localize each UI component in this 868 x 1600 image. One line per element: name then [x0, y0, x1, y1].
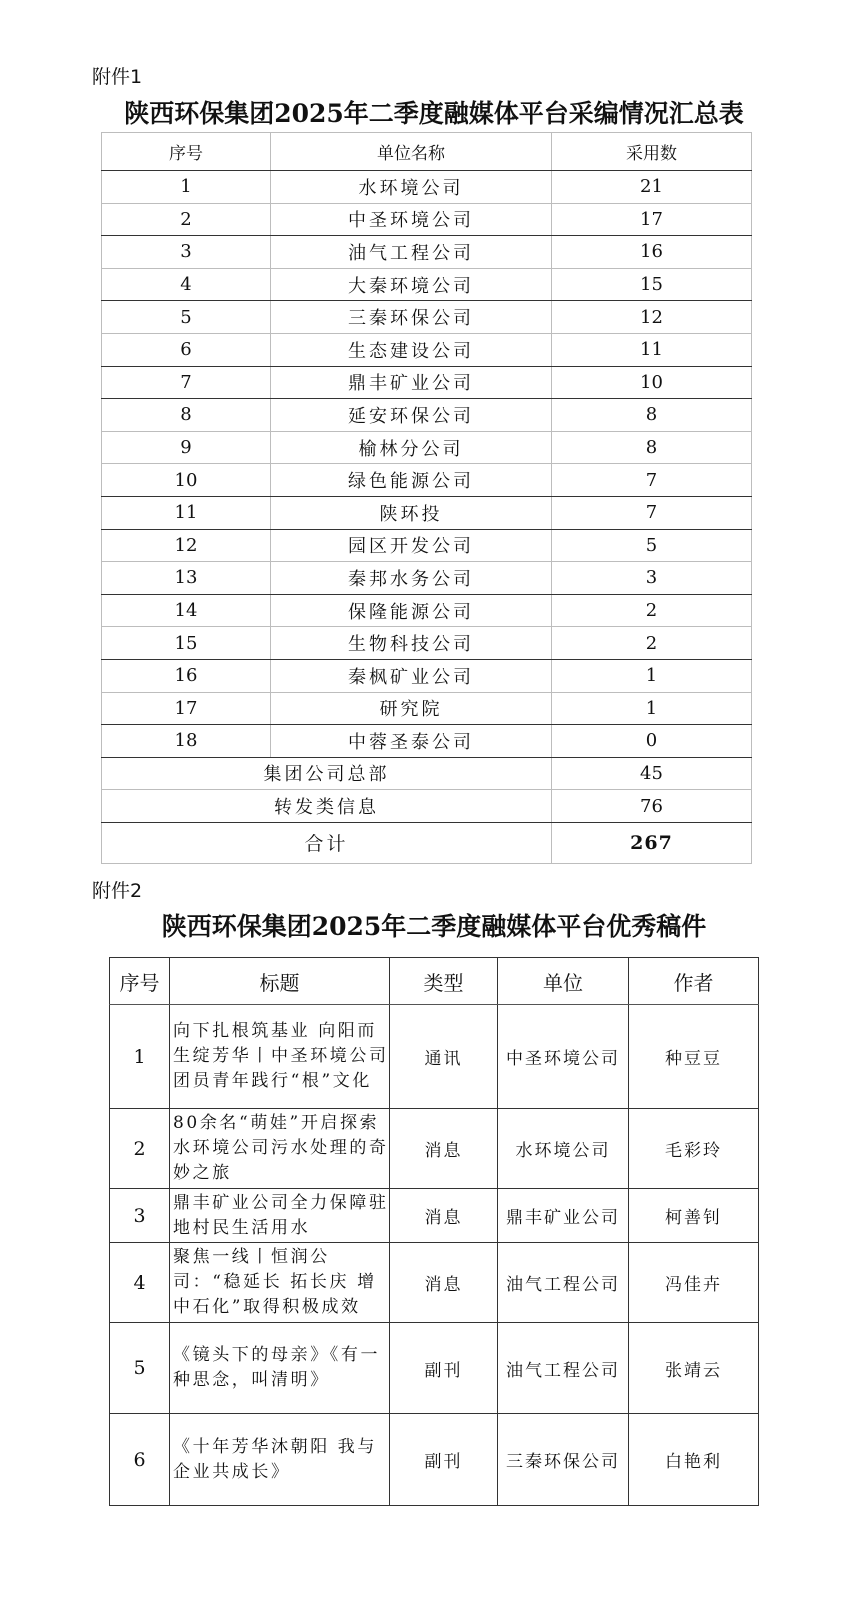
row-no: 9: [102, 431, 271, 464]
row-title: 《十年芳华沐朝阳 我与企业共成长》: [170, 1414, 390, 1506]
row-author: 柯善钊: [629, 1189, 759, 1243]
total-row: [102, 822, 752, 863]
column-header-type: 类型: [390, 958, 498, 1005]
row-unit: 园区开发公司: [271, 529, 552, 562]
row-unit: 中蓉圣泰公司: [271, 725, 552, 758]
row-title: 聚焦一线丨恒润公司：“稳延长 拓长庆 增中石化”取得积极成效: [170, 1243, 390, 1323]
row-no: 1: [102, 171, 271, 204]
row-title: 《镜头下的母亲》《有一种思念，叫清明》: [170, 1323, 390, 1414]
row-count: 16: [552, 236, 752, 269]
row-unit: 生物科技公司: [271, 627, 552, 660]
row-type: 副刊: [390, 1414, 498, 1506]
headquarters-count: 45: [552, 757, 752, 790]
row-count: 2: [552, 594, 752, 627]
table-header-row: [102, 133, 752, 171]
row-type: 消息: [390, 1243, 498, 1323]
row-title: 向下扎根筑基业 向阳而生绽芳华丨中圣环境公司团员青年践行“根”文化: [170, 1005, 390, 1109]
table-row: [102, 366, 752, 399]
row-no: 1: [110, 1005, 170, 1109]
row-unit: 油气工程公司: [498, 1323, 629, 1414]
attachment-1-label: 附件1: [92, 66, 143, 88]
table-row: [102, 562, 752, 595]
total-count: 267: [552, 822, 752, 863]
table-row: [110, 1005, 759, 1109]
row-count: 10: [552, 366, 752, 399]
table-row: [102, 496, 752, 529]
row-unit: 研究院: [271, 692, 552, 725]
table-row: [102, 236, 752, 269]
row-unit: 中圣环境公司: [498, 1005, 629, 1109]
row-count: 5: [552, 529, 752, 562]
row-unit: 三秦环保公司: [271, 301, 552, 334]
table-row: [110, 1189, 759, 1243]
row-no: 3: [102, 236, 271, 269]
row-no: 5: [102, 301, 271, 334]
row-author: 种豆豆: [629, 1005, 759, 1109]
row-count: 1: [552, 692, 752, 725]
row-type: 消息: [390, 1189, 498, 1243]
row-no: 6: [110, 1414, 170, 1506]
row-unit: 水环境公司: [498, 1109, 629, 1189]
row-no: 3: [110, 1189, 170, 1243]
excellent-articles-table: [109, 957, 759, 1506]
row-no: 8: [102, 399, 271, 432]
forwarded-info-row: [102, 790, 752, 823]
row-unit: 大秦环境公司: [271, 268, 552, 301]
row-unit: 鼎丰矿业公司: [271, 366, 552, 399]
row-unit: 生态建设公司: [271, 333, 552, 366]
table-row: [102, 464, 752, 497]
row-count: 12: [552, 301, 752, 334]
headquarters-row: [102, 757, 752, 790]
row-count: 11: [552, 333, 752, 366]
row-no: 5: [110, 1323, 170, 1414]
table-row: [102, 268, 752, 301]
table-header-row: [110, 958, 759, 1005]
row-author: 张靖云: [629, 1323, 759, 1414]
column-header-author: 作者: [629, 958, 759, 1005]
row-unit: 中圣环境公司: [271, 203, 552, 236]
excellent-articles-title: 陕西环保集团2025年二季度融媒体平台优秀稿件: [161, 912, 707, 941]
table-row: [102, 431, 752, 464]
table-row: [102, 627, 752, 660]
column-header-title: 标题: [170, 958, 390, 1005]
table-row: [110, 1243, 759, 1323]
row-unit: 油气工程公司: [271, 236, 552, 269]
row-count: 3: [552, 562, 752, 595]
row-count: 17: [552, 203, 752, 236]
row-unit: 绿色能源公司: [271, 464, 552, 497]
headquarters-label: 集团公司总部: [102, 757, 552, 790]
total-label: 合计: [102, 822, 552, 863]
row-title: 80余名“萌娃”开启探索水环境公司污水处理的奇妙之旅: [170, 1109, 390, 1189]
table-row: [102, 333, 752, 366]
table-row: [102, 692, 752, 725]
table-row: [102, 725, 752, 758]
row-type: 消息: [390, 1109, 498, 1189]
row-count: 7: [552, 496, 752, 529]
table-row: [102, 594, 752, 627]
column-header-unit: 单位: [498, 958, 629, 1005]
row-no: 10: [102, 464, 271, 497]
column-header-no: 序号: [102, 133, 271, 171]
row-unit: 榆林分公司: [271, 431, 552, 464]
row-unit: 秦枫矿业公司: [271, 659, 552, 692]
row-no: 4: [102, 268, 271, 301]
row-no: 7: [102, 366, 271, 399]
row-count: 0: [552, 725, 752, 758]
row-no: 2: [102, 203, 271, 236]
table-row: [102, 171, 752, 204]
row-no: 17: [102, 692, 271, 725]
row-unit: 秦邦水务公司: [271, 562, 552, 595]
column-header-no: 序号: [110, 958, 170, 1005]
row-count: 2: [552, 627, 752, 660]
forwarded-info-count: 76: [552, 790, 752, 823]
attachment-2-label: 附件2: [92, 880, 143, 902]
row-count: 1: [552, 659, 752, 692]
row-no: 4: [110, 1243, 170, 1323]
column-header-unit: 单位名称: [271, 133, 552, 171]
table-row: [110, 1414, 759, 1506]
row-no: 18: [102, 725, 271, 758]
row-no: 11: [102, 496, 271, 529]
row-author: 白艳利: [629, 1414, 759, 1506]
row-title: 鼎丰矿业公司全力保障驻地村民生活用水: [170, 1189, 390, 1243]
table-row: [102, 529, 752, 562]
row-unit: 三秦环保公司: [498, 1414, 629, 1506]
row-no: 13: [102, 562, 271, 595]
row-no: 2: [110, 1109, 170, 1189]
row-count: 8: [552, 399, 752, 432]
row-no: 15: [102, 627, 271, 660]
row-no: 14: [102, 594, 271, 627]
table-row: [102, 203, 752, 236]
table-row: [102, 301, 752, 334]
table-row: [110, 1109, 759, 1189]
row-type: 副刊: [390, 1323, 498, 1414]
row-no: 16: [102, 659, 271, 692]
row-author: 冯佳卉: [629, 1243, 759, 1323]
row-unit: 鼎丰矿业公司: [498, 1189, 629, 1243]
adoption-summary-table: [101, 132, 752, 864]
column-header-count: 采用数: [552, 133, 752, 171]
row-author: 毛彩玲: [629, 1109, 759, 1189]
row-unit: 油气工程公司: [498, 1243, 629, 1323]
row-count: 8: [552, 431, 752, 464]
row-no: 6: [102, 333, 271, 366]
table-row: [110, 1323, 759, 1414]
row-unit: 水环境公司: [271, 171, 552, 204]
row-unit: 陕环投: [271, 496, 552, 529]
row-no: 12: [102, 529, 271, 562]
row-unit: 保隆能源公司: [271, 594, 552, 627]
summary-table-title: 陕西环保集团2025年二季度融媒体平台采编情况汇总表: [124, 99, 744, 128]
row-count: 21: [552, 171, 752, 204]
table-row: [102, 659, 752, 692]
forwarded-info-label: 转发类信息: [102, 790, 552, 823]
row-count: 7: [552, 464, 752, 497]
table-row: [102, 399, 752, 432]
row-count: 15: [552, 268, 752, 301]
row-type: 通讯: [390, 1005, 498, 1109]
row-unit: 延安环保公司: [271, 399, 552, 432]
